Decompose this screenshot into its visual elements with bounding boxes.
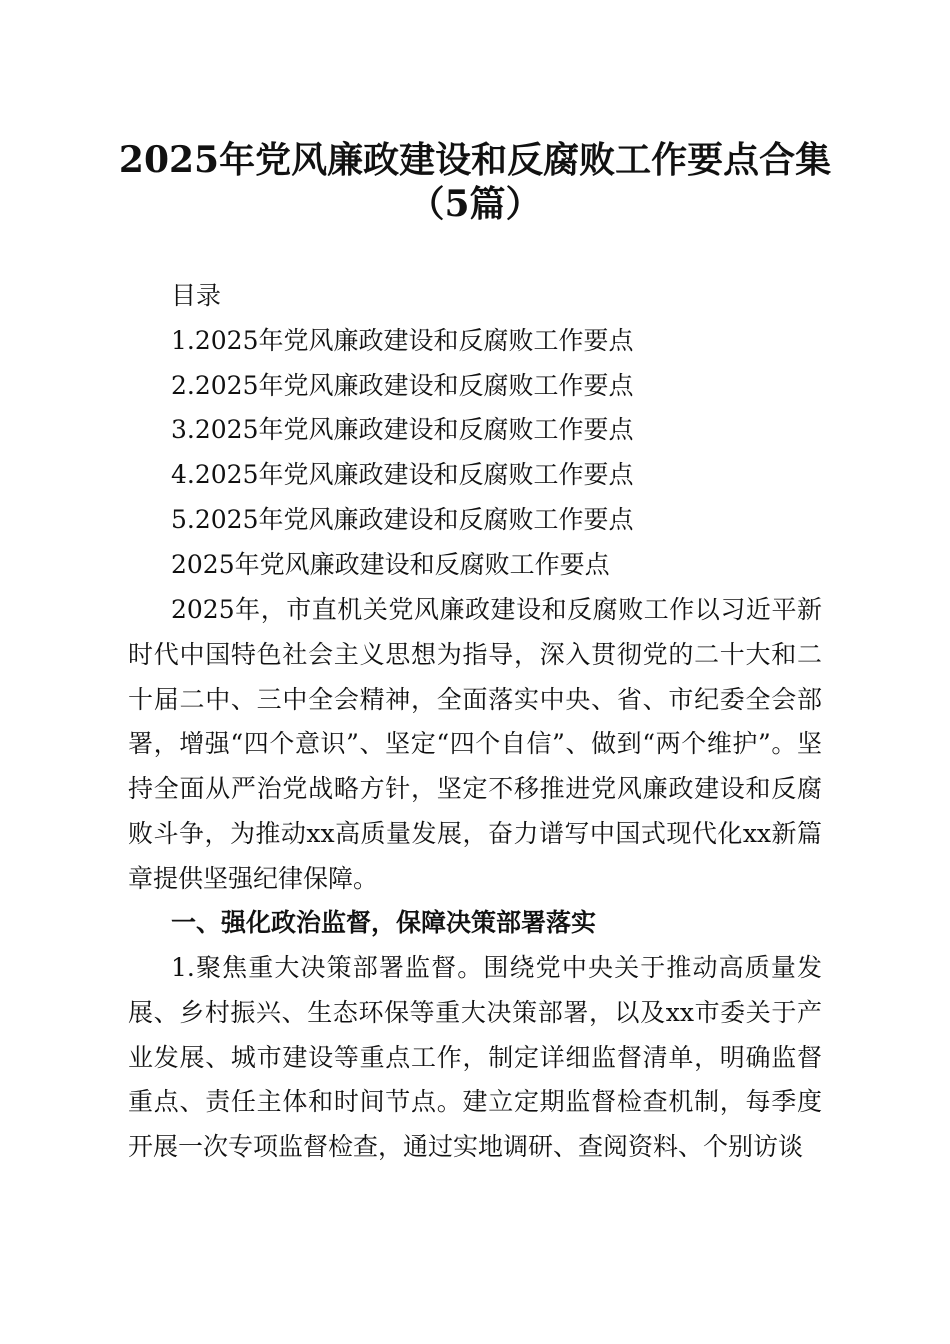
toc-label: 目录 — [171, 281, 222, 310]
toc-item: 5.2025年党风廉政建设和反腐败工作要点 — [171, 505, 634, 534]
toc-item: 3.2025年党风廉政建设和反腐败工作要点 — [171, 415, 634, 444]
intro-paragraph: 2025年，市直机关党风廉政建设和反腐败工作以习近平新时代中国特色社会主义思想为指导，深入贯彻党的二十大和二十届二中、三中全会精神，全面落实中央、省、市纪委全会部署，增强“四个意识”、坚定“四个自信”、做到“两个维护”。坚持全面从严治党战略方针，坚定不移推进党风廉政建设和反腐败斗争，为推动xx高质量发展，奋力谱写中国式现代化xx新篇章提供坚强纪律保障。 — [128, 595, 822, 893]
toc-item: 4.2025年党风廉政建设和反腐败工作要点 — [171, 460, 634, 489]
document-title: 2025年党风廉政建设和反腐败工作要点合集 — [118, 139, 832, 181]
section-paragraph: 1.聚焦重大决策部署监督。围绕党中央关于推动高质量发展、乡村振兴、生态环保等重大决策部署，以及xx市委关于产业发展、城市建设等重点工作，制定详细监督清单，明确监督重点、责任主体和时间节点。建立定期监督检查机制，每季度开展一次专项监督检查，通过实地调研、查阅资料、个别访谈 — [128, 953, 822, 1162]
document-title-subtitle: （5篇） — [408, 183, 542, 225]
section-heading: 一、强化政治监督，保障决策部署落实 — [171, 908, 597, 937]
article-title: 2025年党风廉政建设和反腐败工作要点 — [171, 550, 610, 579]
toc-item: 1.2025年党风廉政建设和反腐败工作要点 — [171, 326, 634, 355]
toc-item: 2.2025年党风廉政建设和反腐败工作要点 — [171, 371, 634, 400]
